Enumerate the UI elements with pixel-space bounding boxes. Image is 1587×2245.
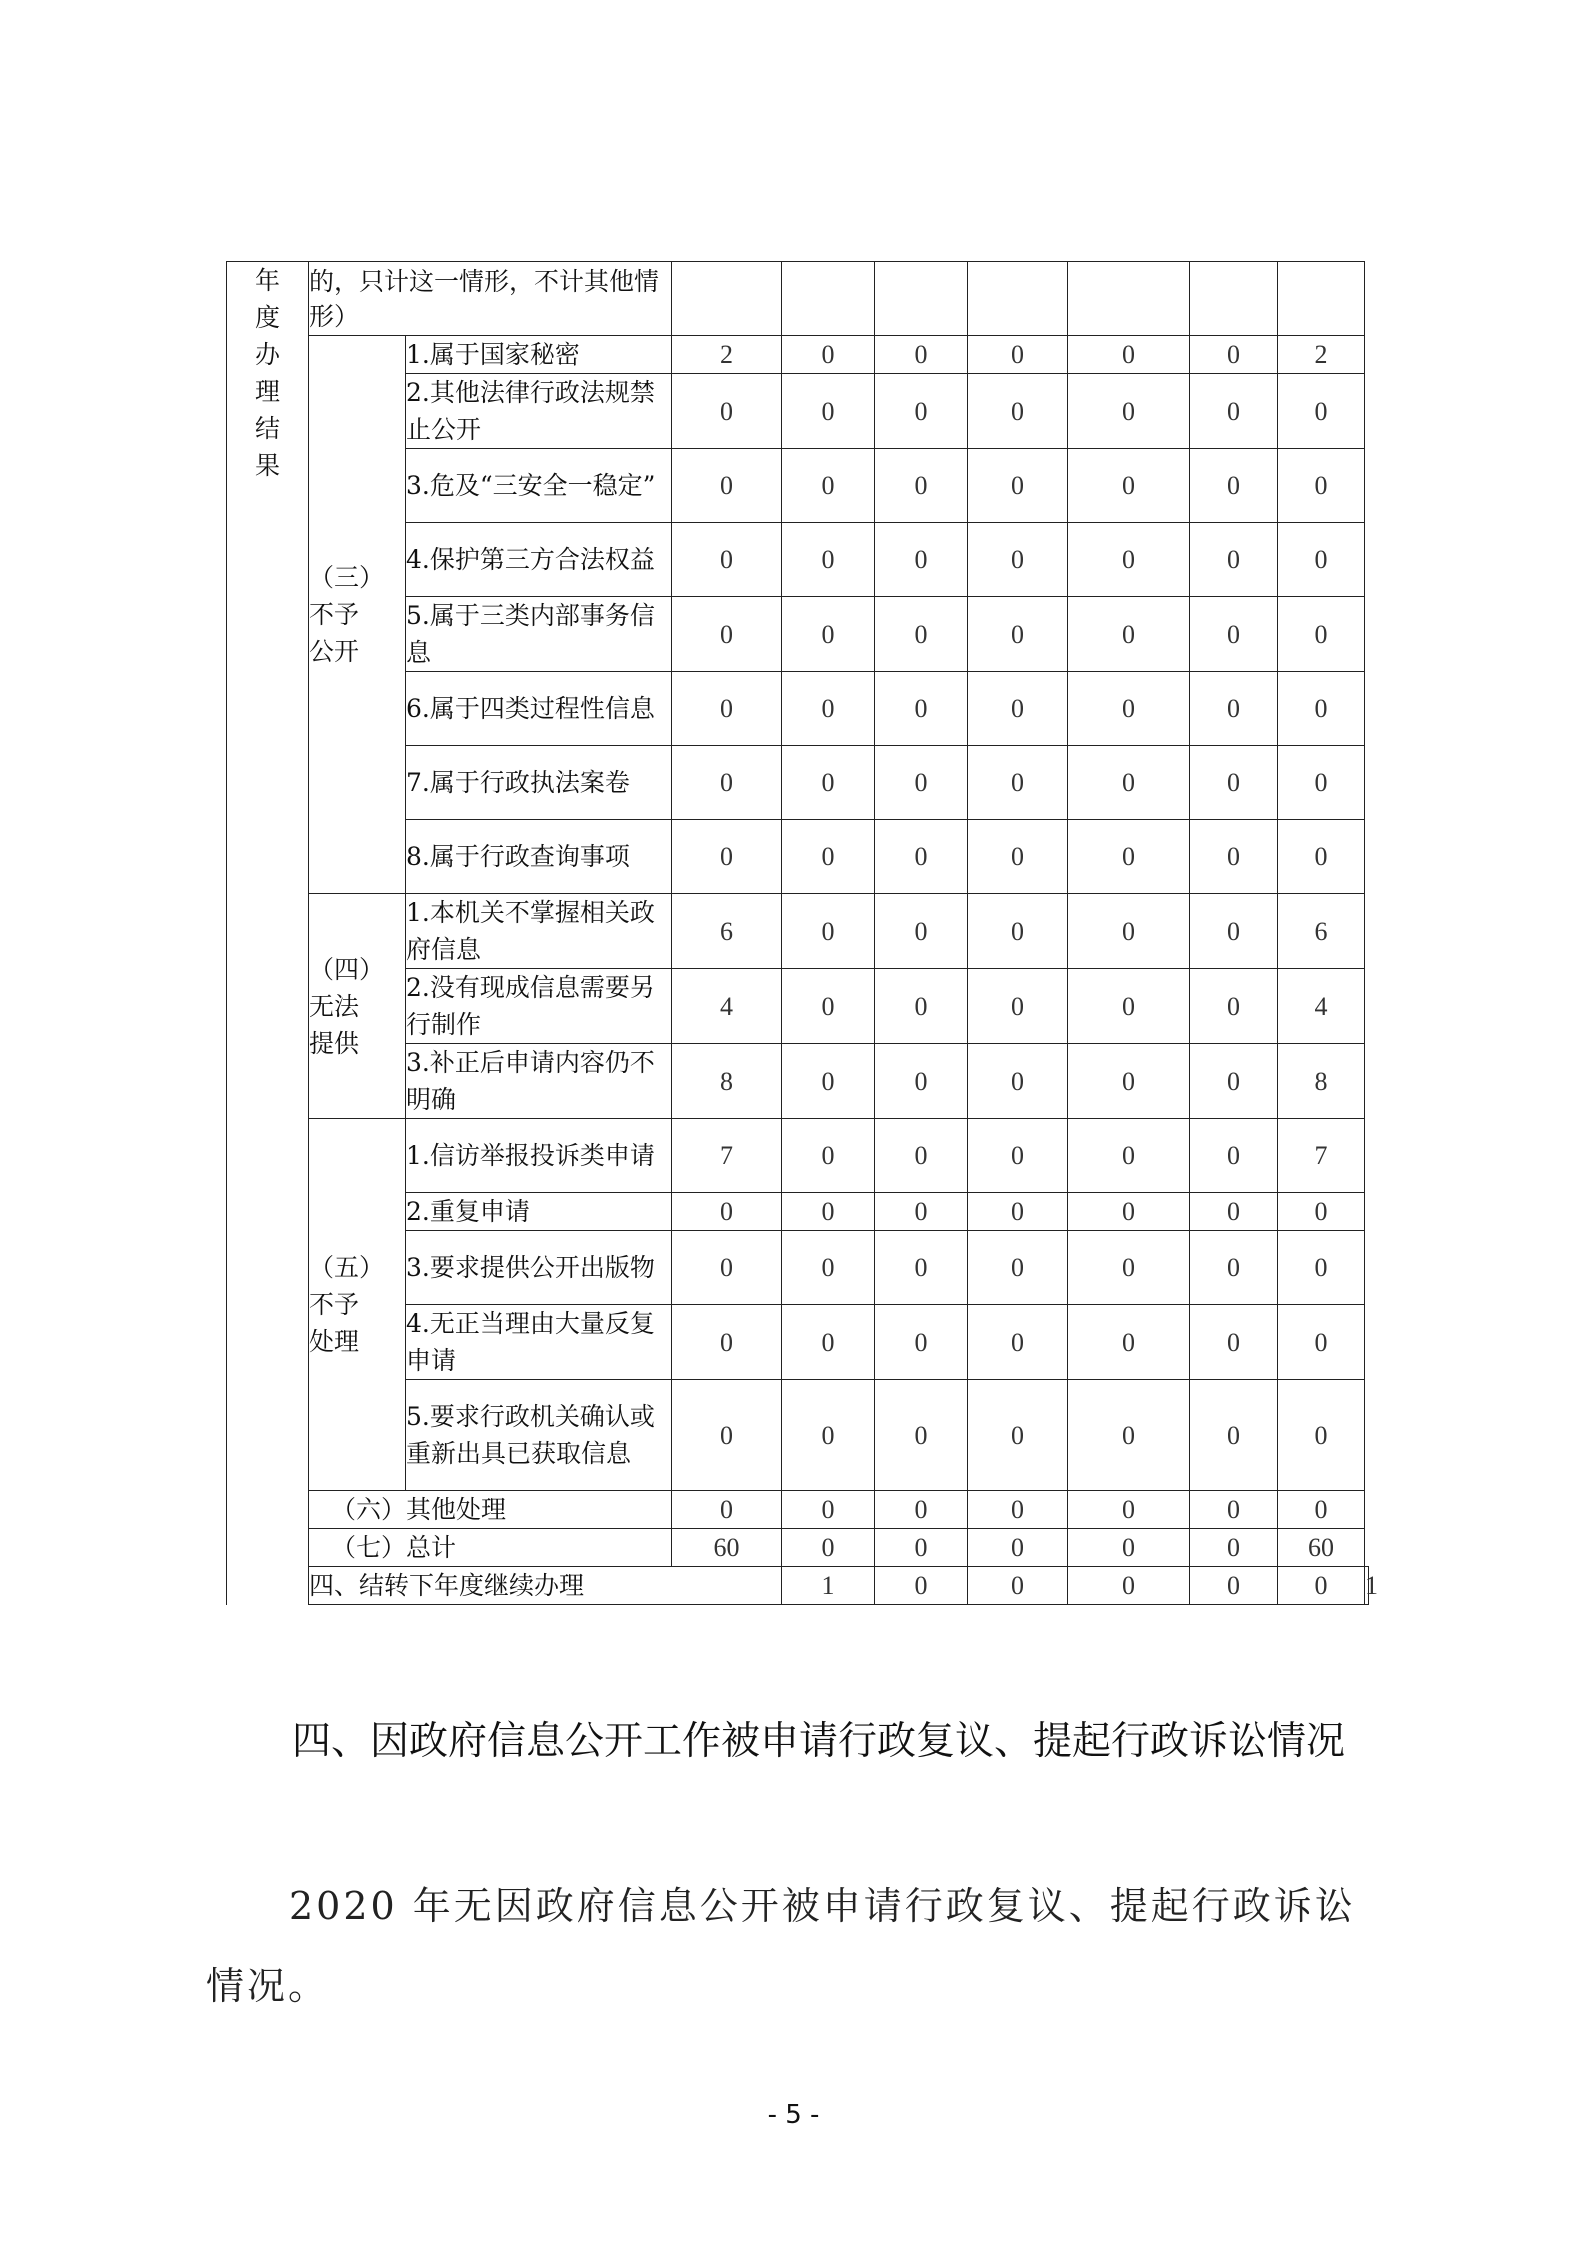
first-row-label: 的，只计这一情形，不计其他情形） (309, 262, 672, 336)
cell-value: 1 (1365, 1567, 1369, 1605)
row-label: 3.要求提供公开出版物 (406, 1231, 672, 1305)
cell-value: 0 (1190, 1491, 1278, 1529)
cell-value: 0 (672, 820, 782, 894)
cell-value: 0 (1068, 1305, 1190, 1380)
total-label: （七）总计 (309, 1529, 672, 1567)
cell-value: 0 (1190, 523, 1278, 597)
cell-value: 0 (1068, 1193, 1190, 1231)
cell-value: 0 (672, 1491, 782, 1529)
row-label: 1.本机关不掌握相关政府信息 (406, 894, 672, 969)
disclosure-results-table (226, 261, 1379, 1605)
cell-value: 0 (875, 820, 968, 894)
cell-value: 0 (1190, 1231, 1278, 1305)
cell-value: 0 (782, 1231, 875, 1305)
cell-value: 0 (968, 1305, 1068, 1380)
cell-value: 0 (1190, 1305, 1278, 1380)
cell-value: 0 (875, 1529, 968, 1567)
table-row (227, 1119, 1369, 1193)
cell-value: 0 (875, 597, 968, 672)
cell-value: 0 (968, 374, 1068, 449)
cell-value: 0 (875, 1119, 968, 1193)
cell-value: 0 (1068, 1529, 1190, 1567)
cell-value: 0 (1190, 1193, 1278, 1231)
cell-value: 0 (782, 1119, 875, 1193)
row-label: 8.属于行政查询事项 (406, 820, 672, 894)
cell-value: 0 (1278, 820, 1365, 894)
cell-value: 0 (968, 1380, 1068, 1491)
cell-value: 0 (968, 672, 1068, 746)
cell-value: 0 (1068, 672, 1190, 746)
table-row (227, 894, 1369, 969)
cell-value: 0 (968, 1491, 1068, 1529)
group-label: （五）不予处理 (309, 1119, 406, 1491)
cell-value: 7 (672, 1119, 782, 1193)
cell-value: 2 (1278, 336, 1365, 374)
row-label: 2.重复申请 (406, 1193, 672, 1231)
cell-value: 0 (1068, 1491, 1190, 1529)
cell-value: 0 (1068, 597, 1190, 672)
cell-value: 0 (1278, 597, 1365, 672)
row-label: 1.属于国家秘密 (406, 336, 672, 374)
cell-value: 6 (1278, 894, 1365, 969)
group-label: （四）无法提供 (309, 894, 406, 1119)
cell-value: 8 (672, 1044, 782, 1119)
cell-value: 0 (968, 1044, 1068, 1119)
cell-value: 0 (1068, 336, 1190, 374)
cell-value: 0 (1278, 523, 1365, 597)
cell-value: 0 (968, 746, 1068, 820)
cell-value: 60 (1278, 1529, 1365, 1567)
cell-value: 0 (875, 374, 968, 449)
cell-value: 0 (968, 597, 1068, 672)
cell-value: 0 (672, 746, 782, 820)
cell-value: 0 (1068, 820, 1190, 894)
cell-value: 4 (1278, 969, 1365, 1044)
cell-value: 0 (672, 1193, 782, 1231)
cell-value: 0 (1190, 374, 1278, 449)
cell-value: 0 (672, 1305, 782, 1380)
cell-value: 4 (672, 969, 782, 1044)
cell-value: 0 (1068, 746, 1190, 820)
cell-value: 0 (968, 820, 1068, 894)
cell-value: 0 (968, 1193, 1068, 1231)
cell-value: 0 (1190, 336, 1278, 374)
cell-value: 0 (782, 746, 875, 820)
cell-value: 0 (782, 1529, 875, 1567)
cell-value: 0 (672, 523, 782, 597)
cell-value: 0 (782, 449, 875, 523)
cell-value: 0 (782, 1193, 875, 1231)
cell-value: 0 (968, 523, 1068, 597)
cell-value: 60 (672, 1529, 782, 1567)
cell-value: 0 (782, 672, 875, 746)
cell-value: 0 (875, 1567, 968, 1605)
group-label: （三）不予公开 (309, 336, 406, 894)
cell-value: 0 (1190, 894, 1278, 969)
cell-value: 0 (672, 672, 782, 746)
cell-value: 0 (1278, 1193, 1365, 1231)
cell-value: 0 (1068, 1380, 1190, 1491)
other-label: （六）其他处理 (309, 1491, 672, 1529)
cell-value: 0 (782, 1305, 875, 1380)
cell-value: 0 (875, 1193, 968, 1231)
cell-value: 0 (875, 894, 968, 969)
cell-value: 0 (672, 597, 782, 672)
cell-value: 0 (672, 449, 782, 523)
carry-label: 四、结转下年度继续办理 (309, 1567, 782, 1605)
cell-value: 0 (968, 1231, 1068, 1305)
table-row (227, 336, 1369, 374)
cell-value: 0 (782, 1044, 875, 1119)
cell-value: 0 (968, 336, 1068, 374)
cell-value: 0 (1278, 449, 1365, 523)
row-label: 4.保护第三方合法权益 (406, 523, 672, 597)
cell-value: 0 (1278, 1305, 1365, 1380)
cell-value: 0 (875, 1491, 968, 1529)
cell-value: 0 (968, 894, 1068, 969)
cell-value: 0 (875, 1044, 968, 1119)
cell-value: 7 (1278, 1119, 1365, 1193)
cell-value: 0 (1190, 1044, 1278, 1119)
cell-value: 0 (1190, 969, 1278, 1044)
cell-value: 0 (968, 1567, 1068, 1605)
cell-value: 0 (1278, 374, 1365, 449)
cell-value: 0 (1190, 1380, 1278, 1491)
cell-value: 0 (1068, 449, 1190, 523)
cell-value: 0 (968, 1529, 1068, 1567)
cell-value: 2 (672, 336, 782, 374)
table-row (227, 262, 1369, 336)
cell-value: 0 (1068, 1567, 1190, 1605)
cell-value: 0 (1190, 1567, 1278, 1605)
cell-value: 0 (782, 1380, 875, 1491)
cell-value: 0 (1278, 1380, 1365, 1491)
cell-value: 0 (1278, 746, 1365, 820)
cell-value: 0 (782, 523, 875, 597)
cell-value: 0 (782, 597, 875, 672)
cell-value: 0 (1190, 1529, 1278, 1567)
cell-value: 0 (875, 969, 968, 1044)
row-label: 1.信访举报投诉类申请 (406, 1119, 672, 1193)
cell-value: 0 (782, 969, 875, 1044)
cell-value: 0 (875, 1305, 968, 1380)
row-label: 5.要求行政机关确认或重新出具已获取信息 (406, 1380, 672, 1491)
cell-value: 0 (1190, 672, 1278, 746)
row-label: 6.属于四类过程性信息 (406, 672, 672, 746)
cell-value: 6 (672, 894, 782, 969)
table-row (227, 1529, 1369, 1567)
cell-value: 1 (782, 1567, 875, 1605)
cell-value: 0 (1190, 449, 1278, 523)
cell-value: 0 (875, 746, 968, 820)
cell-value: 0 (875, 1231, 968, 1305)
cell-value: 0 (968, 449, 1068, 523)
cell-value: 0 (1068, 374, 1190, 449)
cell-value: 0 (1190, 1119, 1278, 1193)
cell-value: 0 (782, 374, 875, 449)
cell-value: 0 (782, 336, 875, 374)
cell-value: 0 (782, 894, 875, 969)
cell-value: 0 (672, 374, 782, 449)
cell-value: 0 (1278, 1491, 1365, 1529)
cell-value: 0 (672, 1231, 782, 1305)
row-label: 4.无正当理由大量反复申请 (406, 1305, 672, 1380)
cell-value: 0 (1190, 746, 1278, 820)
section-body: 2020 年无因政府信息公开被申请行政复议、提起行政诉讼情况。 (206, 1884, 1356, 2008)
row-label: 3.危及“三安全一稳定” (406, 449, 672, 523)
row-label: 5.属于三类内部事务信息 (406, 597, 672, 672)
cell-value: 0 (875, 523, 968, 597)
cell-value: 0 (1068, 894, 1190, 969)
table-row (227, 1567, 1369, 1605)
cell-value: 0 (1068, 523, 1190, 597)
outer-label: 年度办理结果 (227, 262, 309, 1605)
row-label: 3.补正后申请内容仍不明确 (406, 1044, 672, 1119)
cell-value: 0 (1068, 1044, 1190, 1119)
cell-value: 0 (672, 1380, 782, 1491)
cell-value: 0 (968, 969, 1068, 1044)
row-label: 7.属于行政执法案卷 (406, 746, 672, 820)
section-heading: 四、因政府信息公开工作被申请行政复议、提起行政诉讼情况 (292, 1719, 1346, 1764)
cell-value: 0 (1190, 820, 1278, 894)
cell-value: 0 (782, 1491, 875, 1529)
cell-value: 0 (1278, 672, 1365, 746)
cell-value: 0 (1278, 1567, 1365, 1605)
row-label: 2.其他法律行政法规禁止公开 (406, 374, 672, 449)
cell-value: 0 (968, 1119, 1068, 1193)
cell-value: 0 (1068, 1119, 1190, 1193)
row-label: 2.没有现成信息需要另行制作 (406, 969, 672, 1044)
cell-value: 0 (875, 672, 968, 746)
cell-value: 0 (1190, 597, 1278, 672)
cell-value: 0 (1068, 969, 1190, 1044)
cell-value: 0 (875, 1380, 968, 1491)
cell-value: 0 (875, 449, 968, 523)
cell-value: 0 (1278, 1231, 1365, 1305)
table-row (227, 1491, 1369, 1529)
cell-value: 0 (782, 820, 875, 894)
cell-value: 8 (1278, 1044, 1365, 1119)
cell-value: 0 (875, 336, 968, 374)
page-number: - 5 - (767, 2100, 820, 2130)
cell-value: 0 (1068, 1231, 1190, 1305)
